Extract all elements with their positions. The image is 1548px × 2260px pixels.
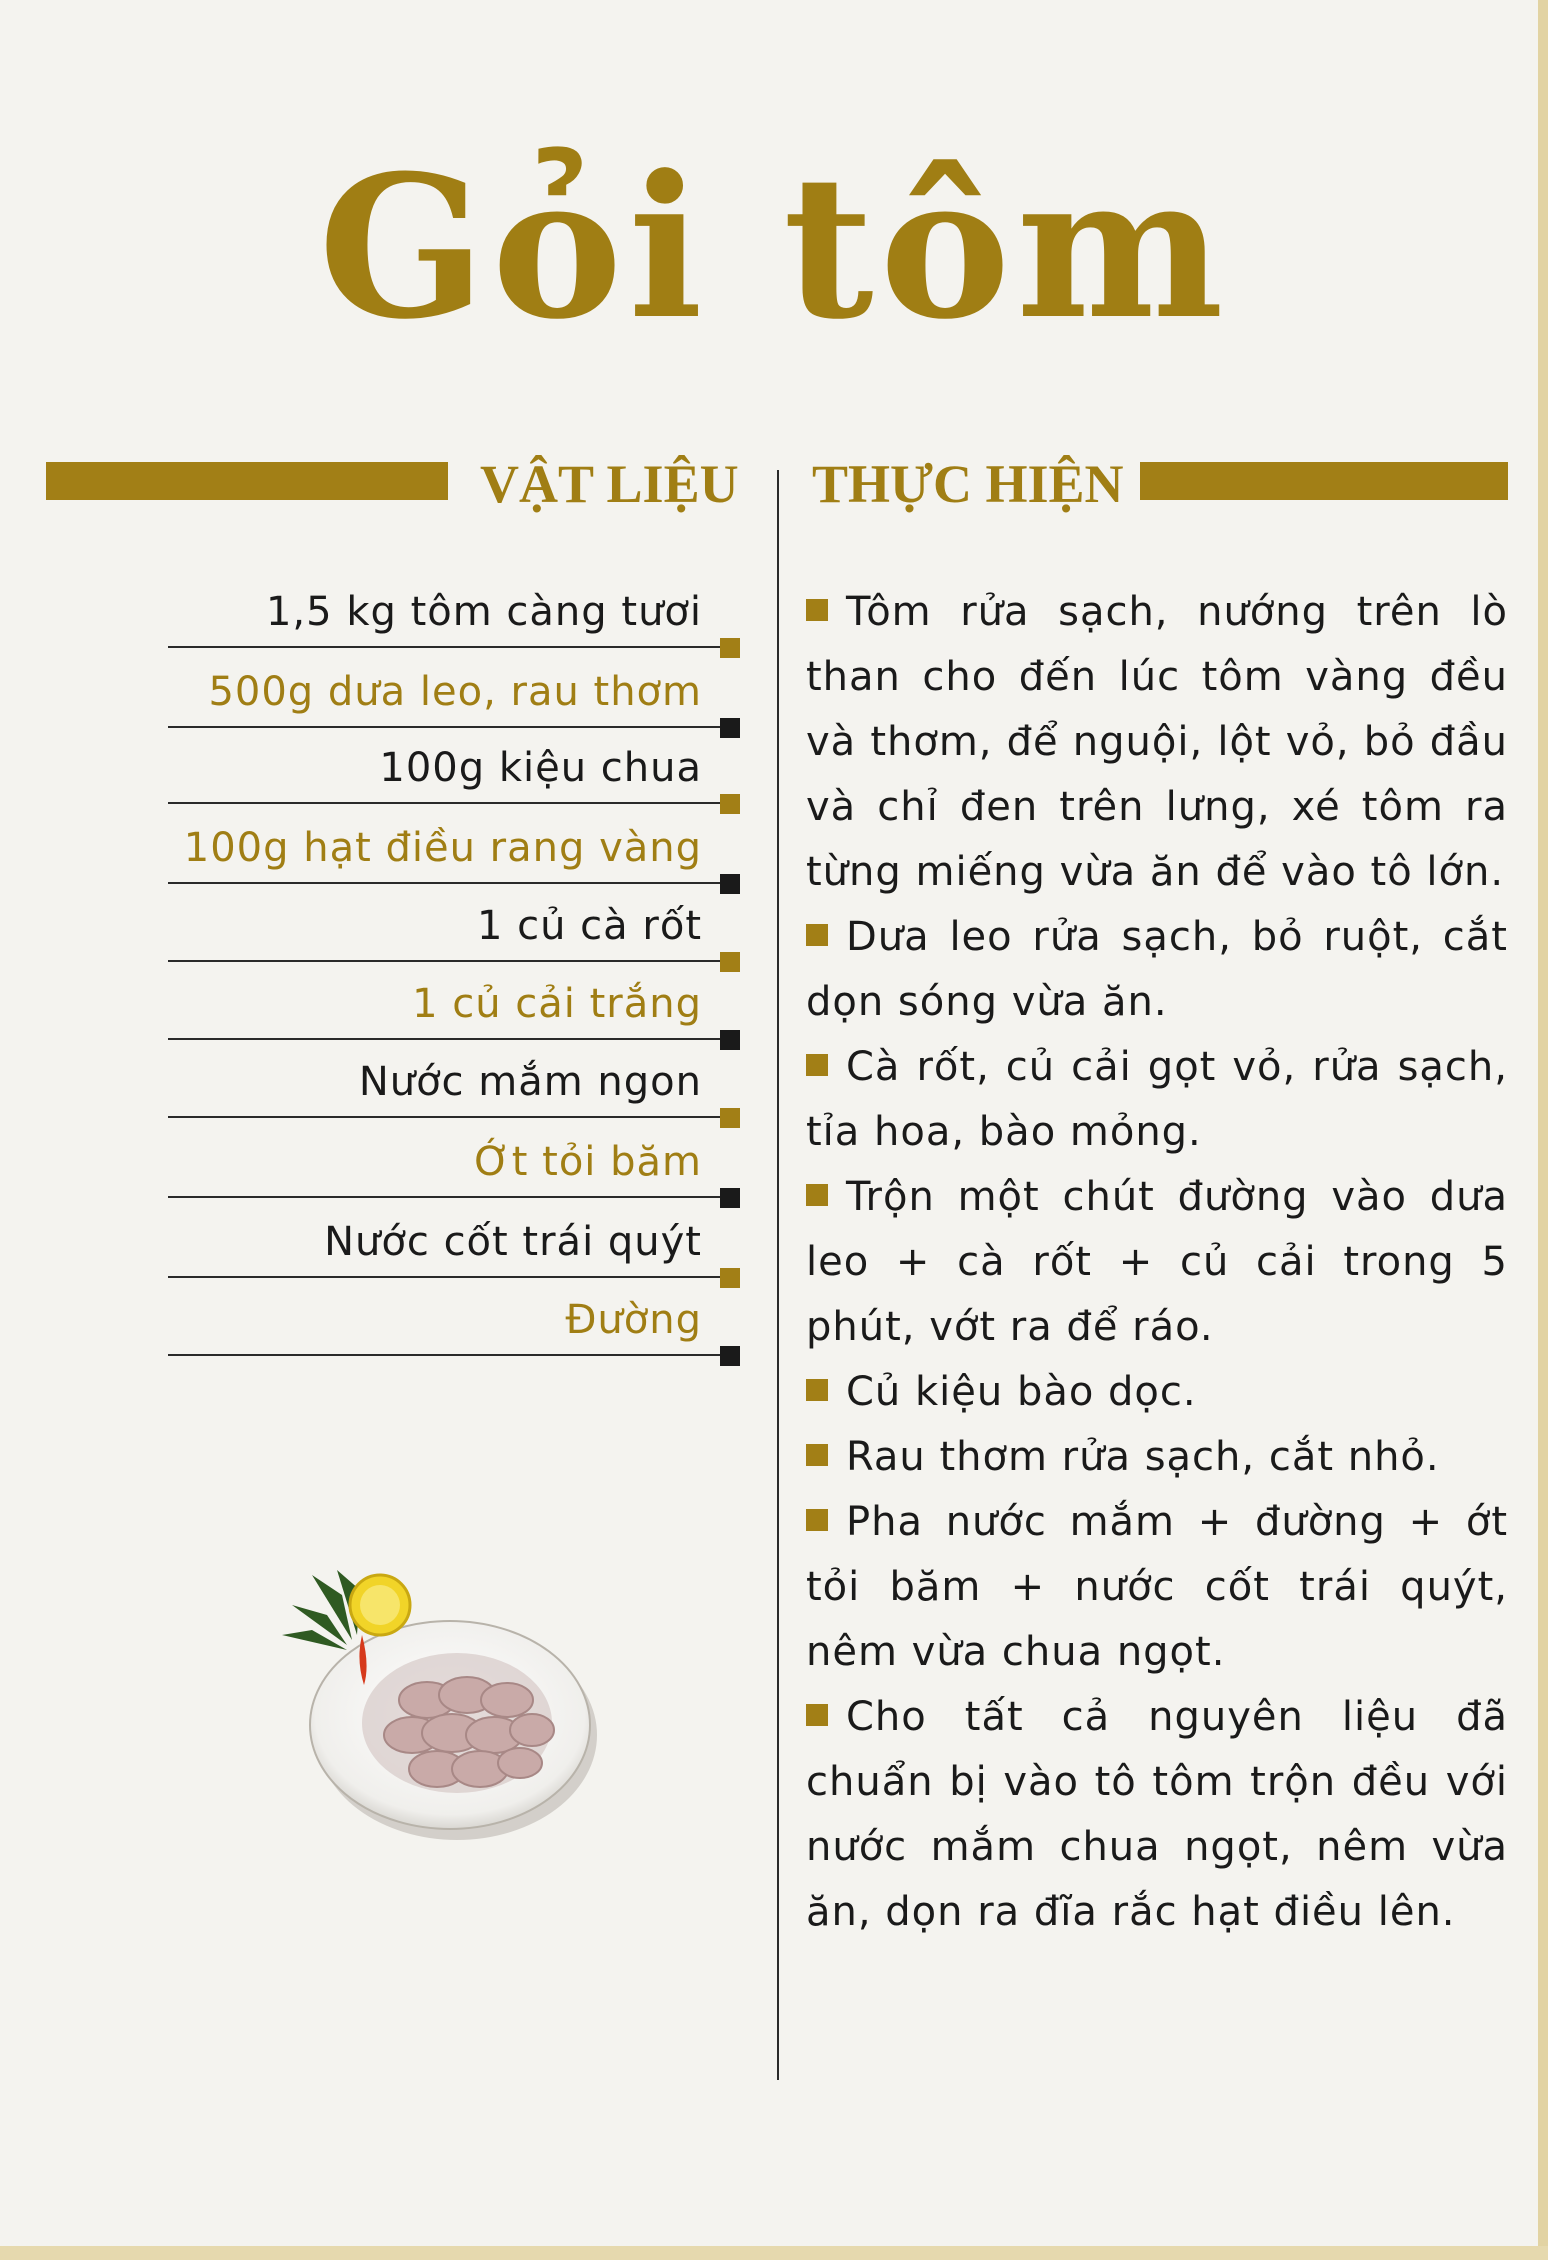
recipe-title: Gỏi tôm xyxy=(318,133,1230,363)
ingredient-text: Đường xyxy=(565,1297,702,1343)
method-step-text: Cho tất cả nguyên liệu đã chuẩn bị vào tô tôm trộn đều với nước mắm chua ngọt, nêm vừa ăn, dọn ra đĩa rắc hạt điều lên. xyxy=(806,1694,1508,1935)
method-step-text: Dưa leo rửa sạch, bỏ ruột, cắt dọn sóng vừa ăn. xyxy=(806,914,1508,1025)
ingredient-item xyxy=(168,576,740,648)
gold-square-bullet xyxy=(806,1184,828,1206)
page-edge-bottom xyxy=(0,2246,1548,2260)
ingredient-item xyxy=(168,1284,740,1356)
ingredient-text: 100g hạt điều rang vàng xyxy=(183,825,702,871)
ingredient-text: Ớt tỏi băm xyxy=(474,1139,702,1185)
method-step-text: Tôm rửa sạch, nướng trên lò than cho đến lúc tôm vàng đều và thơm, để nguội, lột vỏ, bỏ đầu và chỉ đen trên lưng, xé tôm ra từng miếng vừa ăn để vào tô lớn. xyxy=(806,589,1508,895)
method-step xyxy=(806,1165,1508,1360)
shrimp-plate-image xyxy=(252,1535,612,1865)
gold-square-bullet xyxy=(806,599,828,621)
ingredients-header-bar xyxy=(46,462,448,500)
method-step-text: Củ kiệu bào dọc. xyxy=(846,1369,1197,1415)
black-square-bullet xyxy=(720,1346,740,1366)
gold-square-bullet xyxy=(806,924,828,946)
ingredient-text: Nước cốt trái quýt xyxy=(324,1219,702,1265)
method-step-text: Rau thơm rửa sạch, cắt nhỏ. xyxy=(846,1434,1440,1480)
gold-square-bullet xyxy=(806,1054,828,1076)
ingredients-heading: VẬT LIỆU xyxy=(480,454,739,514)
gold-square-bullet xyxy=(720,1108,740,1128)
ingredient-item xyxy=(168,1046,740,1118)
method-heading: THỰC HIỆN xyxy=(812,454,1124,514)
gold-square-bullet xyxy=(720,794,740,814)
method-step xyxy=(806,580,1508,905)
method-header-bar xyxy=(1140,462,1508,500)
method-step xyxy=(806,1425,1508,1490)
column-divider xyxy=(777,470,779,2080)
ingredient-text: Nước mắm ngon xyxy=(358,1059,702,1105)
gold-square-bullet xyxy=(806,1444,828,1466)
gold-square-bullet xyxy=(806,1509,828,1531)
ingredient-text: 1 củ cải trắng xyxy=(412,981,702,1027)
method-step xyxy=(806,1490,1508,1685)
black-square-bullet xyxy=(720,1188,740,1208)
method-step-text: Trộn một chút đường vào dưa leo + cà rốt + củ cải trong 5 phút, vớt ra để ráo. xyxy=(806,1174,1508,1350)
method-steps xyxy=(806,580,1508,1945)
method-step-text: Pha nước mắm + đường + ớt tỏi băm + nước cốt trái quýt, nêm vừa chua ngọt. xyxy=(806,1499,1508,1675)
method-step xyxy=(806,1685,1508,1945)
ingredient-text: 100g kiệu chua xyxy=(379,745,702,791)
gold-square-bullet xyxy=(720,638,740,658)
ingredient-item xyxy=(168,968,740,1040)
method-step-text: Cà rốt, củ cải gọt vỏ, rửa sạch, tỉa hoa, bào mỏng. xyxy=(806,1044,1508,1155)
ingredient-item xyxy=(168,1206,740,1278)
gold-square-bullet xyxy=(806,1379,828,1401)
method-step xyxy=(806,905,1508,1035)
ingredient-text: 1,5 kg tôm càng tươi xyxy=(265,589,702,635)
ingredient-text: 1 củ cà rốt xyxy=(476,903,702,949)
gold-square-bullet xyxy=(806,1704,828,1726)
ingredient-item xyxy=(168,1126,740,1198)
ingredient-item xyxy=(168,812,740,884)
ingredient-text: 500g dưa leo, rau thơm xyxy=(208,669,702,715)
ingredient-item xyxy=(168,732,740,804)
ingredient-item xyxy=(168,656,740,728)
method-step xyxy=(806,1360,1508,1425)
method-step xyxy=(806,1035,1508,1165)
ingredient-item xyxy=(168,890,740,962)
